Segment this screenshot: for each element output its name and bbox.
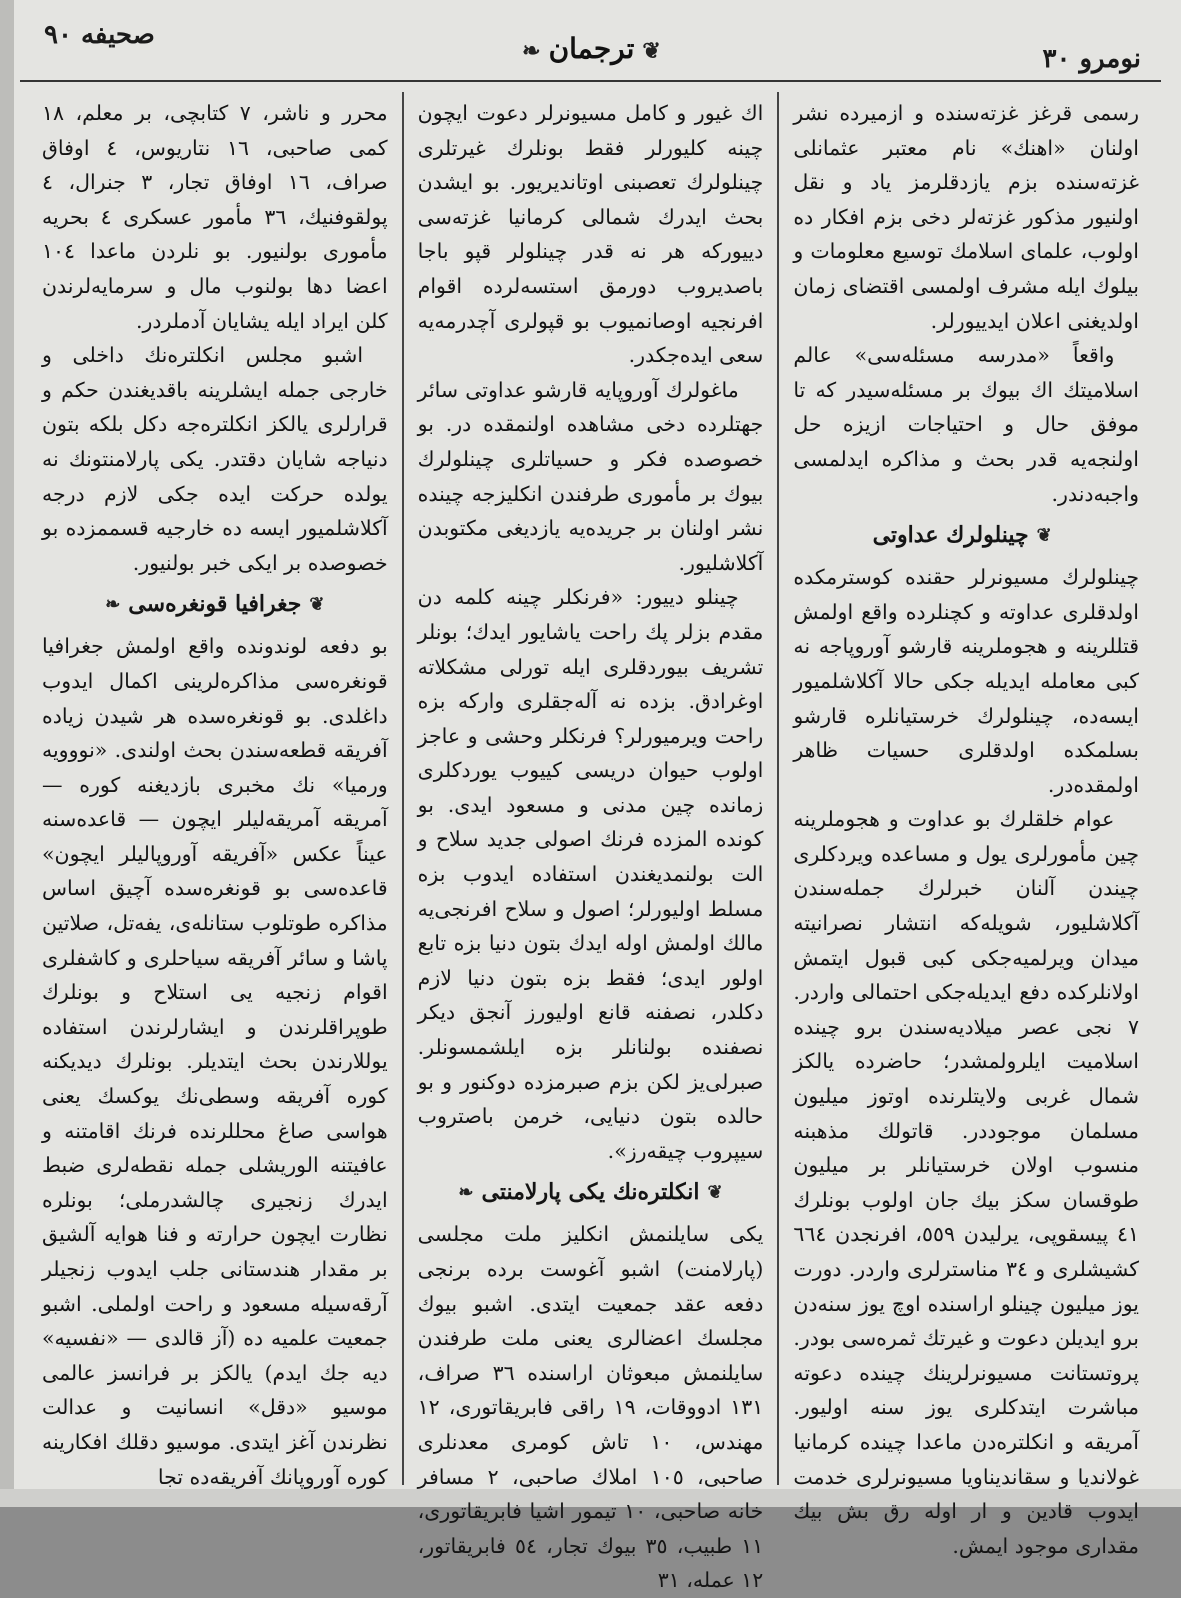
ornament-left-icon: ❧ — [522, 37, 541, 64]
paragraph: چینلولرك مسیونرلر حقنده کوسترمکده اولدقلری عداوته و کچنلرده واقع اولمش قتللرینه و هجوملرینه قارشو آوروپاجه نه کبی معامله ایدیله جکی حالا آکلاشلمیور ایسه‌ده، چینلولرك خرستیانلره قارشو بسلمکده اولدقلری حسیات ظاهر اولمقده‌در. — [793, 565, 1139, 797]
paragraph: عوام خلقلرك بو عداوت و هجوملرینه چین مأمورلری یول و مساعده ویردکلری چیندن آلنان خبرلرك جمله‌سندن آکلاشلیور، شویله‌که انتشار نصرانیته میدان ویرلمیه‌جکی کبی قبول ایتمش اولانلرکده دفع ایدیله‌جکی احتمالی واردر. ٧ نجی عصر میلادیه‌سندن برو چینده اسلامیت ایلرولمشدر؛ حاضرده یالکز شمال غربی ولایتلرنده اوتوز میلیون مسلمان موجوددر. قاتولك مذهبنه منسوب اولان خرستیانلر بر میلیون طوقسان سکز بیك جان اولوب بونلرك ٤١ پیسقوپی، یرلیدن ٥٥٩، افرنجدن ٦٦٤ کشیشلری و ٣٤ مناسترلری واردر. دورت یوز میلیون چینلو اراسنده اوچ یوز سنه‌دن برو ایدیلن دعوت و غیرتك ثمره‌سی بودر. پروتستانت مسیونرلرینك چینده دعوته مباشرت ایتدکلری یوز سنه اولیور. آمریقه و انکلتره‌دن ماعدا چینده کرمانیا غولاندیا و سقاندیناویا مسیونرلری خدمت ایدوب قادین و ار اوله رق بش بیك مقداری موجود ایمش. — [793, 807, 1139, 1558]
ornament-icon: ❦ — [1036, 525, 1052, 547]
ornament-icon: ❧ — [105, 594, 121, 616]
ornament-icon: ❧ — [458, 1182, 474, 1204]
column-middle — [404, 92, 780, 1593]
page-number: صحیفه ٩٠ — [44, 20, 155, 50]
column-right — [779, 92, 1153, 1558]
newspaper-title-block — [30, 32, 1153, 65]
paragraph: رسمی قرغز غزته‌سنده و ازمیرده نشر اولنان «اهنك» نام معتبر عثمانلی غزته‌سنده بزم یازدقلرمز یاد و نقل اولنیور مذکور غزته‌لر دخی بزم افکار ده اولوب، علمای اسلامك توسیع معلومات و بیلوك ایله مشرف اولمسی اقتضای زمان اولدیغنی اعلان ایدییورلر. — [793, 101, 1139, 333]
paragraph: یکی سایلنمش انکلیز ملت مجلسی (پارلامنت) اشبو آغوست برده برنجی دفعه عقد جمعیت ایتدی. اشبو بیوك مجلسك اعضالری یعنی ملت طرفندن سایلنمش مبعوثان اراسنده ٣٦ صراف، ١٣١ ادووقات، ١٩ راقی فابریقاتوری، ١٢ مهندس، ١٠ تاش کومری معدنلری صاحبی، ١٠٥ املاك صاحبی، ٢ مسافر خانه صاحبی، ١٠ تیمور اشیا فابریقاتوری، ١١ طبیب، ٣٥ بیوك تجار، ٥٤ فابریقاتور، ١٢ عمله، ٣١ — [417, 1222, 764, 1593]
section-heading-text: جغرافیا قونغره‌سی — [128, 591, 302, 618]
column-left — [28, 92, 404, 1489]
text-columns — [28, 92, 1153, 1593]
paragraph: ماغولرك آوروپایه قارشو عداوتی سائر جهتلرده دخی مشاهده اولنمقده در. بو خصوصده فکر و حسیاتلری چینلولرك بیوك بر مأموری طرفندن انکلیزجه چینده نشر اولنان بر جریده‌یه یازدیغی مکتوبدن آکلاشلیور. — [417, 377, 764, 575]
paragraph: اشبو مجلس انکلتره‌نك داخلی و خارجی جمله ایشلرینه باقدیغندن حکم و قرارلری یالکز انکلتره‌جه دکل بلکه بتون دنیاجه شایان دقتدر. یکی پارلامنتونك نه یولده حرکت ایده جکی لازم درجه آکلاشلمیور ایسه ده خارجیه قسممزده بو خصوصده بر ایکی خبر بولنیور. — [41, 343, 388, 575]
newspaper-title: ترجمان — [548, 32, 635, 65]
section-heading — [418, 1172, 764, 1213]
masthead — [30, 12, 1153, 82]
header-rule — [20, 80, 1161, 82]
ornament-icon: ❦ — [309, 594, 325, 616]
section-heading — [793, 515, 1139, 556]
paragraph: چینلو دییور: «فرنکلر چینه کلمه دن مقدم بزلر پك راحت یاشایور ایدك؛ بونلر تشریف بیوردقلری ایله تورلی مشکلاته اوغرادق. بزده نه آله‌جقلری وارکه بزه راحت ویرمیورلر؟ فرنکلر وحشی و عاجز اولوب حیوان دریسی کییوب یوردکلری زمانده چین مدنی و مسعود ایدی. بو کونده المزده فرنك اصولی جدید سلاح و الت بولنمدیغندن استفاده ایدوب بزه مسلط اولیورلر؛ اصول و سلاح افرنجی‌یه مالك اولمش اوله ایدك بتون دنیا بزه تابع اولور ایدی؛ فقط بزه بتون دنیا لازم دکلدر، نصفنه قانع اولیورز آنجق دیکر نصفنده بولنانلر بزه ایلشمسونلر. صبرلی‌یز لکن بزم صبرمزده دوکنور و بو حالده بتون دنیایی، خرمن باصتروب سیپروب چیقه‌رز». — [417, 585, 764, 1163]
ornament-right-icon: ❦ — [642, 37, 661, 64]
ornament-icon: ❦ — [707, 1182, 723, 1204]
paragraph: واقعاً «مدرسه مسئله‌سی» عالم اسلامیتك اك بیوك بر مسئله‌سیدر که تا موفق حال و احتیاجات ازیزه حل اولنجه‌یه قدر بحث و مذاکره ایدلمسی واجبه‌دندر. — [793, 343, 1139, 506]
paragraph: بو دفعه لوندونده واقع اولمش جغرافیا قونغره‌سی مذاکره‌لرینی اکمال ایدوب داغلدی. بو قونغره‌سده هر شیدن زیاده آفریقه قطعه‌سندن بحث اولندی. «نووویه ورمیا» نك مخبری بازدیغنه کوره — آمریقه آمریقه‌لیلر ایچون — قاعده‌سنه عیناً عکس «آفریقه آوروپالیلر ایچون» قاعده‌سی بو قونغره‌سده آچیق اساس مذاکره طوتلوب ستانله‌ی، یفه‌تل، صلاتین پاشا و سائر آفریقه سیاحلری و کاشفلری اقوام زنجیه یی استلاح و بونلرك طوپراقلرندن و ایشارلرندن استفاده یوللارندن بحث ایتدیلر. بونلرك دیدیکنه کوره آفریقه وسطی‌نك یوکسك یعنی هواسی صاغ محللرنده فرنك اقامتنه و عافیتنه الوریشلی جمله نقطه‌لری ضبط ایدرك زنجیری چالشدرملی؛ بونلره نظارت ایچون حرارته و فنا هوایه آلشیق بر مقدار هندستانی جلب ایدوب زنجیلر آرقه‌سیله مسعود و راحت اولملی. اشبو جمعیت علمیه ده (آز قالدی — «نفسیه» دیه جك ایدم) یالکز بر فرانسز عالمی موسیو «دقل» انسانیت و عدالت نظرندن آغز ایتدی. موسیو دقلك افکارینه کوره آوروپانك آفریقه‌ده تجا — [41, 634, 388, 1489]
issue-number: نومرو ٣٠ — [1042, 44, 1141, 74]
paragraph: محرر و ناشر، ٧ کتابچی، بر معلم، ١٨ کمی صاحبی، ١٦ نتاریوس، ٤ اوفاق صراف، ١٦ اوفاق تجار، ٣ جنرال، ٤ پولقوفنیك، ٣٦ مأمور عسکری ٤ بحریه مأموری بولنیور. بو نلردن ماعدا ١٠٤ اعضا دها بولنوب مال و سرمایه‌لرندن کلن ایراد ایله یشایان آدملردر. — [41, 101, 388, 333]
section-heading-text: انکلتره‌نك یکی پارلامنتی — [481, 1179, 700, 1206]
section-heading — [42, 584, 388, 625]
scan-left-edge — [0, 0, 14, 1507]
paragraph: اك غیور و کامل مسیونرلر دعوت ایچون چینه کلیورلر فقط بونلرك غیرتلری چینلولرك تعصبنی اوتاندیریور. بو ایشدن بحث ایدرك شمالی کرمانیا غزته‌سی دییورکه هر نه قدر چینلولر قپو باجا باصدیروب دورمق استسه‌لرده اقوام افرنجیه اوصانمیوب بو قپولری آچدرمه‌یه سعی ایده‌جکدر. — [417, 101, 764, 368]
section-heading-text: چینلولرك عداوتی — [872, 522, 1029, 549]
